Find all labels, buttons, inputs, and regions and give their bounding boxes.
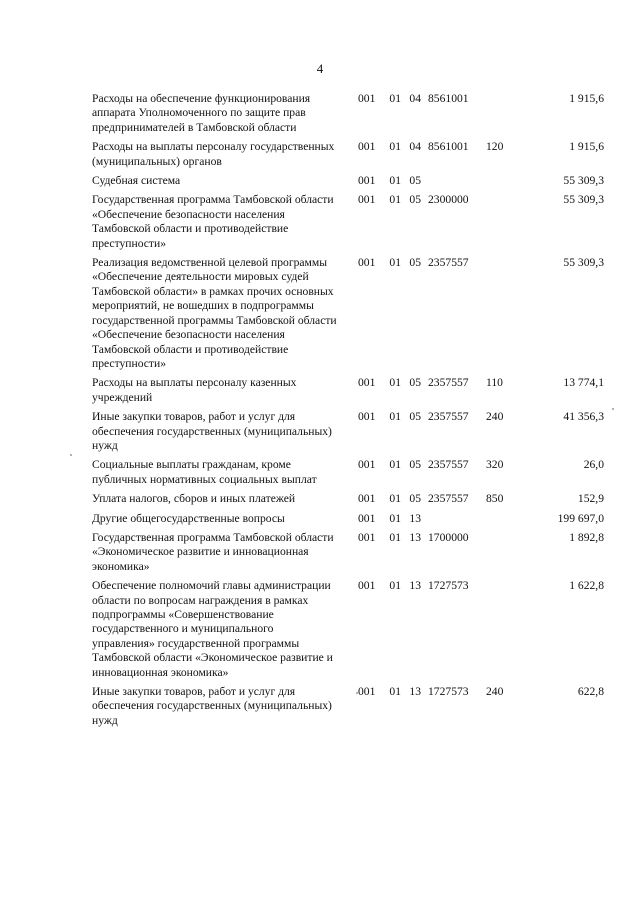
row-subsection: 13: [409, 685, 421, 699]
row-expense-type: [486, 256, 518, 376]
row-name: Расходы на выплаты персоналу государственных (муниципальных) органов: [92, 140, 335, 168]
row-admin-code: 001: [358, 174, 376, 188]
table-row: [86, 376, 604, 410]
row-target-article: 1727573: [428, 579, 469, 593]
row-admin-code: 001: [358, 193, 376, 207]
row-amount: 55 309,3: [563, 193, 604, 207]
row-target-article: 1700000: [428, 530, 469, 544]
row-name: Государственная программа Тамбовской области «Обеспечение безопасности населения Тамбовской области и противодействие преступности»: [92, 193, 334, 250]
row-admin-code: 001: [358, 685, 376, 699]
row-amount: 199 697,0: [557, 511, 604, 525]
row-target-article: 2357557: [428, 376, 469, 390]
row-expense-type: 850: [486, 492, 504, 506]
row-amount: 41 356,3: [563, 410, 604, 424]
row-name: Уплата налогов, сборов и иных платежей: [92, 492, 296, 506]
row-subsection: 13: [409, 579, 421, 593]
budget-table: [86, 92, 604, 733]
row-section: 01: [389, 685, 401, 699]
table-row: [86, 140, 604, 174]
table-row: [86, 458, 604, 492]
row-amount: 1 892,8: [569, 530, 604, 544]
row-name: Расходы на выплаты персоналу казенных учреждений: [92, 376, 297, 404]
row-subsection: 04: [409, 92, 421, 105]
row-subsection: 13: [409, 511, 421, 525]
row-name: Судебная система: [92, 174, 181, 188]
table-row: [86, 512, 604, 531]
row-expense-type: [486, 92, 518, 140]
row-name: Другие общегосударственные вопросы: [92, 511, 285, 525]
row-expense-type: 320: [486, 458, 504, 472]
row-expense-type: [486, 512, 518, 531]
row-subsection: 13: [409, 530, 421, 544]
row-amount: 26,0: [583, 458, 604, 472]
row-expense-type: [486, 579, 518, 685]
table-row: [86, 492, 604, 511]
row-expense-type: 240: [486, 410, 504, 424]
row-name: Социальные выплаты гражданам, кроме публичных нормативных социальных выплат: [92, 458, 317, 486]
table-row: [86, 174, 604, 193]
row-section: 01: [389, 174, 401, 188]
row-section: 01: [389, 458, 401, 472]
row-target-article: 2357557: [428, 458, 469, 472]
row-subsection: 04: [409, 140, 421, 154]
row-target-article: [426, 174, 486, 193]
row-name: Иные закупки товаров, работ и услуг для обеспечения государственных (муниципальных) нужд: [92, 410, 332, 452]
row-amount: 55 309,3: [563, 174, 604, 188]
row-admin-code: 001: [358, 458, 376, 472]
row-admin-code: 001: [358, 511, 376, 525]
row-expense-type: [486, 193, 518, 256]
row-target-article: 8561001: [428, 140, 469, 154]
row-name: Обеспечение полномочий главы администрации области по вопросам награждения в рамках подпрограммы «Совершенствование государственного и муниципального управления» государственной программы Тамбовской области «Экономическое развитие и инновационная экономика»: [92, 579, 333, 679]
row-admin-code: 001: [358, 140, 376, 154]
row-section: 01: [389, 492, 401, 506]
row-section: 01: [389, 530, 401, 544]
row-target-article: 2357557: [428, 410, 469, 424]
row-section: 01: [389, 92, 401, 105]
row-section: 01: [389, 256, 401, 270]
row-amount: 13 774,1: [563, 376, 604, 390]
row-name: Иные закупки товаров, работ и услуг для обеспечения государственных (муниципальных) нужд: [92, 685, 332, 727]
row-section: 01: [389, 376, 401, 390]
row-expense-type: [486, 531, 518, 579]
row-subsection: 05: [409, 174, 421, 188]
budget-table-body: [86, 92, 604, 733]
row-section: 01: [389, 511, 401, 525]
row-target-article: 2300000: [428, 193, 469, 207]
table-row: [86, 193, 604, 256]
row-expense-type: 110: [486, 376, 503, 390]
row-target-article: 2357557: [428, 256, 469, 270]
row-section: 01: [389, 140, 401, 154]
row-section: 01: [389, 410, 401, 424]
row-subsection: 05: [409, 410, 421, 424]
row-target-article: 2357557: [428, 492, 469, 506]
row-target-article: [426, 512, 486, 531]
row-amount: 55 309,3: [563, 256, 604, 270]
row-admin-code: 001: [358, 579, 376, 593]
row-name: Государственная программа Тамбовской области «Экономическое развитие и инновационная экономика»: [92, 530, 334, 573]
row-amount: 1 915,6: [569, 140, 604, 154]
row-expense-type: 240: [486, 685, 504, 699]
row-name: Расходы на обеспечение функционирования аппарата Уполномоченного по защите прав предпринимателей в Тамбовской области: [92, 92, 311, 134]
row-amount: 1 915,6: [569, 92, 604, 105]
row-amount: 622,8: [577, 685, 604, 699]
row-amount: 152,9: [577, 492, 604, 506]
scan-speck: [612, 408, 614, 410]
row-name: Реализация ведомственной целевой программы «Обеспечение деятельности мировых судей Тамбовской области» в рамках прочих основных мероприятий, не вошедших в подпрограммы государственной программы Тамбовской области «Обеспечение безопасности населения Тамбовской области и противодействие преступности»: [92, 256, 337, 370]
row-admin-code: 001: [358, 92, 376, 105]
table-row: [86, 531, 604, 579]
row-subsection: 05: [409, 256, 421, 270]
row-subsection: 05: [409, 492, 421, 506]
row-subsection: 05: [409, 376, 421, 390]
row-expense-type: 120: [486, 140, 504, 154]
row-section: 01: [389, 579, 401, 593]
table-row: [86, 256, 604, 376]
row-section: 01: [389, 193, 401, 207]
row-admin-code: 001: [358, 376, 376, 390]
row-admin-code: 001: [358, 410, 376, 424]
row-subsection: 05: [409, 193, 421, 207]
table-row: [86, 92, 604, 140]
table-row: [86, 410, 604, 458]
table-row: [86, 579, 604, 685]
row-admin-code: 001: [358, 492, 376, 506]
row-target-article: 8561001: [428, 92, 469, 105]
row-subsection: 05: [409, 458, 421, 472]
row-admin-code: 001: [358, 530, 376, 544]
row-expense-type: [486, 174, 518, 193]
scan-speck: [70, 454, 72, 456]
scan-speck: [356, 692, 358, 694]
page-number: 4: [316, 61, 324, 76]
row-admin-code: 001: [358, 256, 376, 270]
row-amount: 1 622,8: [569, 579, 604, 593]
row-target-article: 1727573: [428, 685, 469, 699]
table-row: [86, 685, 604, 733]
